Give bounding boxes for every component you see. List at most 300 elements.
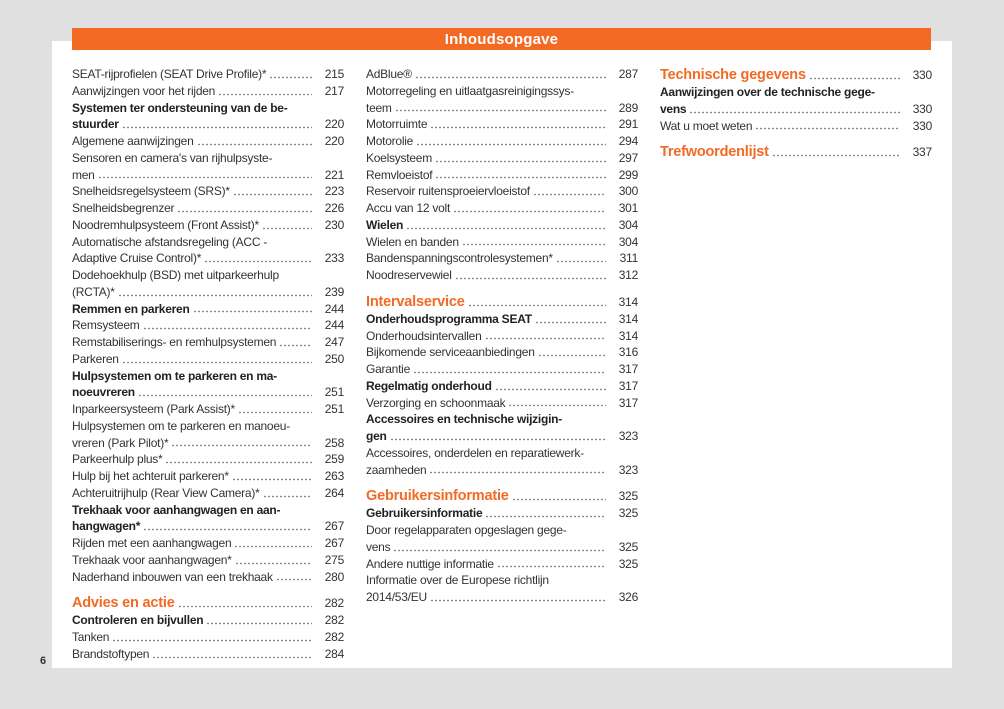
toc-entry-title: SEAT-rijprofielen (SEAT Drive Profile)* (72, 67, 267, 81)
toc-page-number: 239 (324, 284, 344, 299)
toc-entry-title: Informatie over de Europese richtlijn (366, 573, 549, 588)
toc-entry-title: Rijden met een aanhangwagen (72, 536, 232, 550)
toc-entry[interactable] (72, 317, 344, 334)
toc-entry[interactable] (72, 334, 344, 351)
toc-page-number: 316 (618, 345, 638, 360)
toc-entry[interactable] (366, 66, 638, 83)
toc-entry-title: 2014/53/EU (366, 590, 427, 604)
toc-entry-title: Sensoren en camera's van rijhulpsyste- (72, 150, 273, 165)
toc-entry-title: Wielen en banden (366, 234, 459, 249)
toc-entry-title: Noodreservewiel (366, 268, 452, 282)
toc-entry-title: Motorregeling en uitlaatgasreinigingssys- (366, 83, 574, 98)
toc-page-number: 325 (618, 506, 638, 521)
dot-leader (118, 284, 312, 297)
toc-line (366, 311, 638, 328)
toc-line (660, 84, 932, 101)
dot-leader (538, 344, 606, 357)
toc-entry-title: Wat u moet weten (660, 118, 753, 133)
toc-line (72, 334, 344, 351)
toc-line (366, 217, 638, 234)
toc-line (72, 351, 344, 368)
toc-section[interactable] (366, 487, 638, 505)
toc-line (72, 612, 344, 629)
toc-line (366, 66, 638, 83)
dot-leader (495, 378, 606, 391)
toc-line (72, 368, 344, 385)
dot-leader (218, 83, 312, 96)
toc-entry-title: Bandenspanningscontrolesystemen* (366, 251, 553, 266)
toc-entry-title: Controleren en bijvullen (72, 613, 204, 628)
dot-leader (177, 200, 312, 213)
dot-leader (485, 505, 606, 518)
toc-page-number: 300 (618, 184, 638, 199)
toc-page-number: 244 (324, 318, 344, 333)
toc-entry-title: Aanwijzingen over de technische gege- (660, 85, 875, 99)
toc-entry-title: Remsysteem (72, 318, 140, 333)
toc-page-number: 220 (324, 117, 344, 132)
toc-page-number: 330 (912, 118, 932, 133)
toc-entry[interactable] (72, 368, 344, 402)
toc-entry-title: Accu van 12 volt (366, 201, 451, 215)
toc-entry-title: Hulpsystemen om te parkeren en ma- (72, 368, 277, 383)
page-title: Inhoudsopgave (72, 28, 931, 50)
toc-page-number: 223 (324, 184, 344, 199)
toc-entry-title: Intervalservice (366, 293, 465, 310)
toc-line (366, 100, 638, 117)
toc-entry-title: gen (366, 429, 387, 443)
toc-page-number: 301 (618, 201, 638, 215)
toc-line (72, 83, 344, 100)
toc-entry-title: Gebruikersinformatie (366, 506, 483, 521)
toc-line (366, 462, 638, 479)
toc-page-number: 330 (912, 68, 932, 82)
toc-entry-title: Hulp bij het achteruit parkeren* (72, 469, 229, 483)
dot-leader (234, 535, 312, 548)
toc-entry[interactable] (72, 646, 344, 663)
toc-line (72, 502, 344, 519)
toc-line (72, 629, 344, 646)
toc-entry-title: Andere nuttige informatie (366, 556, 494, 571)
toc-page-number: 314 (618, 328, 638, 343)
toc-entry[interactable] (72, 401, 344, 418)
toc-entry-title: Systemen ter ondersteuning van de be- (72, 100, 288, 115)
toc-entry-title: hangwagen* (72, 519, 141, 534)
toc-entry[interactable] (366, 395, 638, 412)
toc-entry[interactable] (72, 535, 344, 552)
dot-leader (809, 66, 900, 80)
toc-entry-title: Inparkeersysteem (Park Assist)* (72, 402, 235, 416)
toc-entry-title: men (72, 167, 95, 182)
toc-line (366, 556, 638, 573)
dot-leader (429, 462, 606, 475)
dot-leader (235, 552, 312, 565)
toc-entry[interactable] (366, 556, 638, 573)
dot-leader (152, 646, 312, 659)
dot-leader (393, 539, 606, 552)
toc-entry[interactable] (660, 84, 932, 118)
toc-page-number: 297 (618, 150, 638, 165)
toc-line (366, 487, 638, 505)
toc-line (366, 395, 638, 412)
toc-page-number: 267 (324, 536, 344, 550)
dot-leader (262, 217, 312, 230)
toc-page-number: 317 (618, 378, 638, 393)
toc-page-number: 275 (324, 552, 344, 567)
toc-line (72, 552, 344, 569)
toc-entry-title: Snelheidsregelsysteem (SRS)* (72, 184, 230, 199)
dot-leader (193, 301, 312, 314)
dot-leader (98, 167, 312, 180)
toc-line (366, 361, 638, 378)
toc-line (366, 344, 638, 361)
toc-entry-title: Koelsysteem (366, 150, 432, 165)
toc-entry[interactable] (72, 569, 344, 586)
toc-entry[interactable] (72, 66, 344, 83)
toc-line (72, 100, 344, 117)
toc-entry-title: Garantie (366, 362, 411, 376)
toc-page-number: 282 (324, 630, 344, 644)
dot-leader (276, 569, 312, 582)
toc-line (72, 284, 344, 301)
toc-section[interactable] (72, 594, 344, 612)
toc-line (366, 411, 638, 428)
toc-page-number: 244 (324, 301, 344, 316)
dot-leader (390, 428, 606, 441)
toc-entry-title: Naderhand inbouwen van een trekhaak (72, 569, 273, 584)
toc-page-number: 259 (324, 452, 344, 467)
toc-line (366, 250, 638, 267)
toc-entry[interactable] (366, 150, 638, 167)
dot-leader (269, 66, 312, 79)
toc-line (72, 200, 344, 217)
toc-page-number: 289 (618, 100, 638, 115)
toc-entry[interactable] (72, 612, 344, 629)
toc-page-number: 325 (618, 556, 638, 571)
dot-leader (533, 183, 606, 196)
dot-leader (497, 556, 606, 569)
toc-entry-title: Tanken (72, 630, 110, 644)
toc-entry[interactable] (72, 100, 344, 134)
toc-page-number: 220 (324, 134, 344, 148)
toc-entry-title: Snelheidsbegrenzer (72, 201, 175, 215)
toc-entry[interactable] (72, 485, 344, 502)
toc-page-number: 311 (619, 251, 638, 266)
toc-line (366, 183, 638, 200)
toc-line (72, 66, 344, 83)
toc-entry-title: zaamheden (366, 462, 427, 477)
toc-line (72, 418, 344, 435)
toc-entry[interactable] (72, 301, 344, 318)
toc-entry-title: Accessoires en technische wijzigin- (366, 412, 562, 427)
toc-entry[interactable] (72, 502, 344, 536)
toc-line (72, 301, 344, 318)
toc-entry[interactable] (366, 378, 638, 395)
toc-line (366, 378, 638, 395)
toc-page-number: 323 (618, 429, 638, 443)
toc-page-number: 294 (618, 134, 638, 148)
toc-page-number: 221 (324, 167, 344, 182)
toc-entry-title: vens (660, 101, 687, 116)
dot-leader (233, 183, 312, 196)
toc-entry[interactable] (72, 267, 344, 301)
toc-line (366, 234, 638, 251)
toc-line (72, 468, 344, 485)
toc-page-number: 337 (912, 145, 932, 160)
toc-entry[interactable] (660, 118, 932, 135)
toc-page-number: 287 (618, 67, 638, 81)
toc-entry[interactable] (366, 522, 638, 556)
dot-leader (453, 200, 606, 213)
toc-page-number: 304 (618, 234, 638, 249)
toc-entry[interactable] (366, 505, 638, 522)
toc-entry[interactable] (72, 451, 344, 468)
toc-page-number: 299 (618, 167, 638, 182)
toc-entry[interactable] (366, 217, 638, 234)
toc-line (72, 133, 344, 150)
toc-page-number: 264 (324, 485, 344, 500)
dot-leader (263, 485, 312, 498)
toc-entry[interactable] (72, 629, 344, 646)
toc-line (366, 133, 638, 150)
toc-line (366, 572, 638, 589)
toc-entry[interactable] (72, 200, 344, 217)
toc-entry-title: Dodehoekhulp (BSD) met uitparkeerhulp (72, 268, 279, 282)
toc-entry-title: Trefwoordenlijst (660, 144, 769, 161)
toc-entry-title: Bijkomende serviceaanbiedingen (366, 345, 535, 360)
toc-entry-title: Motorolie (366, 134, 414, 148)
toc-entry[interactable] (366, 133, 638, 150)
toc-entry[interactable] (366, 250, 638, 267)
dot-leader (415, 66, 606, 79)
toc-page-number: 314 (618, 294, 638, 309)
toc-page-number: 326 (618, 590, 638, 604)
toc-line (366, 522, 638, 539)
toc-page-number: 323 (618, 462, 638, 477)
dot-leader (512, 487, 606, 501)
toc-entry[interactable] (366, 167, 638, 184)
dot-leader (165, 451, 312, 464)
toc-line (72, 451, 344, 468)
toc-line (72, 535, 344, 552)
toc-column-2 (366, 66, 638, 606)
toc-entry-title: Verzorging en schoonmaak (366, 395, 506, 410)
toc-section[interactable] (660, 143, 932, 161)
toc-entry-title: noeuvreren (72, 385, 135, 400)
toc-entry[interactable] (366, 234, 638, 251)
dot-leader (238, 401, 312, 414)
toc-entry[interactable] (72, 234, 344, 268)
toc-line (72, 250, 344, 267)
toc-entry[interactable] (366, 361, 638, 378)
toc-page-number: 251 (324, 402, 344, 416)
toc-page-number: 317 (618, 362, 638, 376)
toc-line (72, 518, 344, 535)
toc-entry-title: Brandstoftypen (72, 646, 150, 661)
toc-line (366, 267, 638, 284)
toc-page-number: 267 (324, 519, 344, 534)
toc-page-number: 258 (324, 435, 344, 450)
toc-entry[interactable] (366, 311, 638, 328)
dot-leader (772, 143, 900, 157)
toc-entry-title: Onderhoudsintervallen (366, 328, 482, 343)
toc-line (366, 589, 638, 606)
toc-entry[interactable] (366, 445, 638, 479)
toc-line (366, 328, 638, 345)
toc-entry-title: teem (366, 100, 392, 115)
toc-entry-title: Door regelapparaten opgeslagen gege- (366, 523, 567, 537)
toc-page-number: 250 (324, 351, 344, 366)
toc-entry[interactable] (72, 418, 344, 452)
toc-line (72, 485, 344, 502)
toc-column-1 (72, 66, 344, 663)
toc-line (72, 569, 344, 586)
dot-leader (206, 612, 312, 625)
toc-page-number: 280 (324, 569, 344, 584)
toc-entry[interactable] (72, 468, 344, 485)
toc-entry[interactable] (72, 83, 344, 100)
toc-page-number: 304 (618, 217, 638, 232)
toc-entry[interactable] (366, 344, 638, 361)
toc-entry[interactable] (72, 133, 344, 150)
toc-line (72, 116, 344, 133)
toc-entry[interactable] (366, 572, 638, 606)
toc-section[interactable] (366, 293, 638, 311)
toc-line (660, 66, 932, 84)
dot-leader (535, 311, 606, 324)
dot-leader (485, 328, 607, 341)
dot-leader (406, 217, 606, 230)
toc-page-number: 282 (324, 596, 344, 611)
dot-leader (755, 118, 900, 131)
toc-line (72, 267, 344, 284)
toc-line (72, 150, 344, 167)
toc-line (72, 167, 344, 184)
toc-line (660, 143, 932, 161)
toc-line (72, 594, 344, 612)
toc-entry[interactable] (366, 200, 638, 217)
dot-leader (689, 101, 900, 114)
toc-entry[interactable] (366, 83, 638, 117)
dot-leader (435, 150, 606, 163)
dot-leader (430, 116, 606, 129)
dot-leader (178, 594, 312, 608)
toc-entry[interactable] (72, 150, 344, 184)
toc-entry-title: Accessoires, onderdelen en reparatiewerk- (366, 445, 584, 460)
dot-leader (430, 589, 606, 602)
toc-line (366, 167, 638, 184)
dot-leader (455, 267, 606, 280)
toc-entry[interactable] (366, 411, 638, 445)
toc-entry-title: Automatische afstandsregeling (ACC - (72, 234, 268, 249)
toc-line (660, 101, 932, 118)
toc-entry-title: Technische gegevens (660, 67, 806, 83)
toc-entry-title: AdBlue® (366, 67, 412, 81)
dot-leader (138, 384, 312, 397)
toc-line (366, 200, 638, 217)
toc-entry-title: Regelmatig onderhoud (366, 378, 492, 393)
toc-entry-title: Motorruimte (366, 117, 428, 132)
toc-entry-title: Parkeren (72, 351, 119, 366)
toc-line (366, 445, 638, 462)
toc-page-number: 251 (324, 385, 344, 400)
toc-entry-title: Achteruitrijhulp (Rear View Camera)* (72, 485, 260, 500)
toc-entry-title: Remvloeistof (366, 167, 433, 182)
dot-leader (462, 234, 606, 247)
toc-line (660, 118, 932, 135)
toc-entry[interactable] (366, 328, 638, 345)
toc-entry-title: Reservoir ruitensproeiervloeistof (366, 184, 530, 199)
toc-line (366, 116, 638, 133)
toc-line (72, 646, 344, 663)
toc-entry[interactable] (72, 183, 344, 200)
dot-leader (395, 100, 606, 113)
toc-page-number: 282 (324, 613, 344, 628)
toc-entry[interactable] (366, 183, 638, 200)
toc-page-number: 247 (324, 335, 344, 349)
dot-leader (197, 133, 313, 146)
toc-entry-title: Remstabiliserings- en remhulpsystemen (72, 335, 277, 349)
toc-line (72, 384, 344, 401)
toc-page-number: 291 (618, 117, 638, 132)
toc-page-number: 312 (618, 268, 638, 282)
dot-leader (171, 435, 312, 448)
dot-leader (413, 361, 606, 374)
toc-entry[interactable] (72, 351, 344, 368)
dot-leader (435, 167, 606, 180)
toc-entry-title: (RCTA)* (72, 284, 115, 299)
toc-entry-title: Algemene aanwijzingen (72, 134, 194, 148)
dot-leader (279, 334, 312, 347)
toc-entry[interactable] (366, 116, 638, 133)
toc-page-number: 317 (618, 395, 638, 410)
toc-page-number: 325 (618, 489, 638, 504)
toc-entry-title: Parkeerhulp plus* (72, 452, 163, 467)
toc-entry-title: Trekhaak voor aanhangwagen en aan- (72, 502, 281, 517)
dot-leader (143, 317, 312, 330)
dot-leader (468, 293, 606, 307)
toc-entry[interactable] (366, 267, 638, 284)
toc-page-number: 314 (618, 311, 638, 326)
toc-entry[interactable] (72, 552, 344, 569)
toc-entry-title: Trekhaak voor aanhangwagen* (72, 552, 232, 567)
toc-line (72, 317, 344, 334)
dot-leader (416, 133, 606, 146)
toc-entry-title: Onderhoudsprogramma SEAT (366, 311, 532, 326)
toc-entry[interactable] (72, 217, 344, 234)
toc-page-number: 284 (324, 646, 344, 661)
dot-leader (204, 250, 312, 263)
toc-page-number: 217 (324, 83, 344, 98)
toc-line (366, 150, 638, 167)
toc-page-number: 233 (324, 251, 344, 266)
dot-leader (556, 250, 606, 263)
toc-page-number: 226 (324, 201, 344, 215)
toc-entry-title: Remmen en parkeren (72, 301, 190, 316)
toc-page-number: 215 (324, 67, 344, 81)
toc-section[interactable] (660, 66, 932, 84)
toc-entry-title: Aanwijzingen voor het rijden (72, 83, 216, 98)
toc-page-number: 263 (324, 469, 344, 483)
toc-page-number: 330 (912, 101, 932, 116)
toc-line (72, 401, 344, 418)
toc-entry-title: Wielen (366, 217, 404, 232)
toc-line (72, 217, 344, 234)
dot-leader (122, 116, 312, 129)
toc-line (72, 183, 344, 200)
toc-page-number: 230 (324, 217, 344, 232)
dot-leader (112, 629, 312, 642)
toc-line (72, 435, 344, 452)
